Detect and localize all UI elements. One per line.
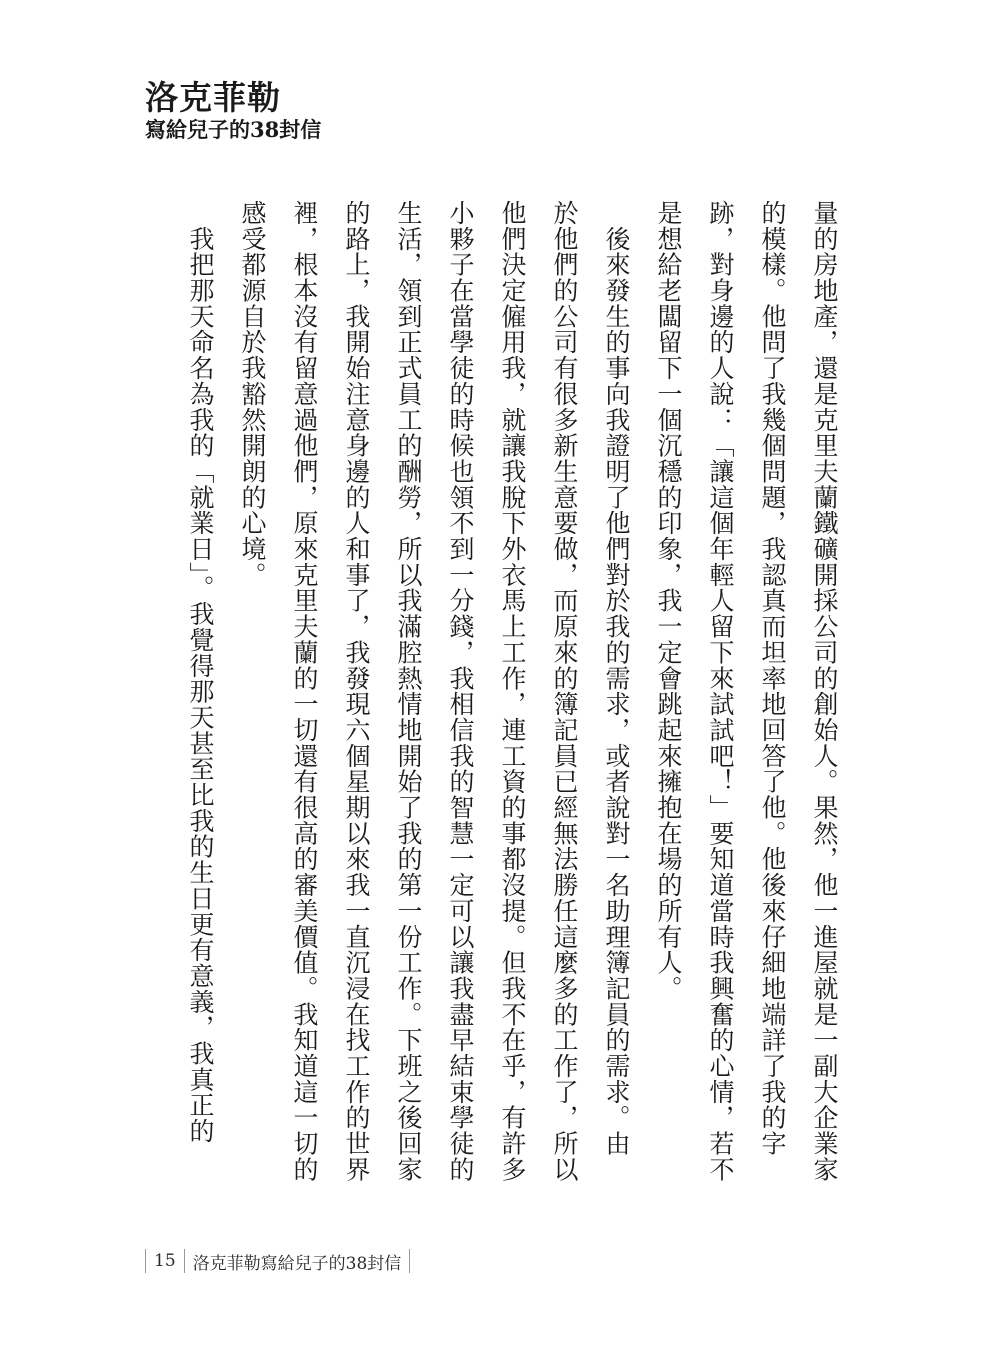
text-column: 於他們的公司有很多新生意要做，而原來的簿記員已經無法勝任這麼多的工作了，所以 [550, 200, 579, 1183]
text-column: 裡，根本沒有留意過他們，原來克里夫蘭的一切還有很高的審美價值。我知道這一切的 [290, 200, 319, 1183]
text-column: 我把那天命名為我的「就業日」。我覺得那天甚至比我的生日更有意義，我真正的 [186, 200, 215, 1144]
text-column: 感受都源自於我豁然開朗的心境。 [238, 200, 267, 588]
text-column: 的路上，我開始注意身邊的人和事了，我發現六個星期以來我一直沉浸在找工作的世界 [342, 200, 371, 1183]
text-column: 是想給老闆留下一個沉穩的印象，我一定會跳起來擁抱在場的所有人。 [654, 200, 683, 1002]
text-column: 量的房地產，還是克里夫蘭鐵礦開採公司的創始人。果然，他一進屋就是一副大企業家 [810, 200, 839, 1183]
page-number: 15 [154, 1251, 176, 1271]
book-subtitle-heading: 寫給兒子的38封信 [145, 117, 322, 142]
text-column: 小夥子在當學徒的時候也領不到一分錢，我相信我的智慧一定可以讓我盡早結束學徒的 [446, 200, 475, 1183]
text-column: 他們決定僱用我，就讓我脫下外衣馬上工作，連工資的事都沒提。但我不在乎，有許多 [498, 200, 527, 1183]
page-footer [145, 1248, 410, 1274]
footer-book-title: 洛克菲勒寫給兒子的38封信 [192, 1253, 402, 1274]
book-title-heading: 洛克菲勒 [145, 78, 281, 117]
text-column: 的模樣。他問了我幾個問題，我認真而坦率地回答了他。他後來仔細地端詳了我的字 [758, 200, 787, 1157]
text-column: 生活，領到正式員工的酬勞，所以我滿腔熱情地開始了我的第一份工作。下班之後回家 [394, 200, 423, 1183]
running-header [145, 78, 321, 142]
text-column: 跡，對身邊的人說：「讓這個年輕人留下來試試吧！」要知道當時我興奮的心情，若不 [706, 200, 735, 1183]
footer-divider [409, 1249, 410, 1273]
text-column: 後來發生的事向我證明了他們對於我的需求，或者說對一名助理簿記員的需求。由 [602, 200, 631, 1157]
vertical-body-text [174, 200, 850, 1183]
